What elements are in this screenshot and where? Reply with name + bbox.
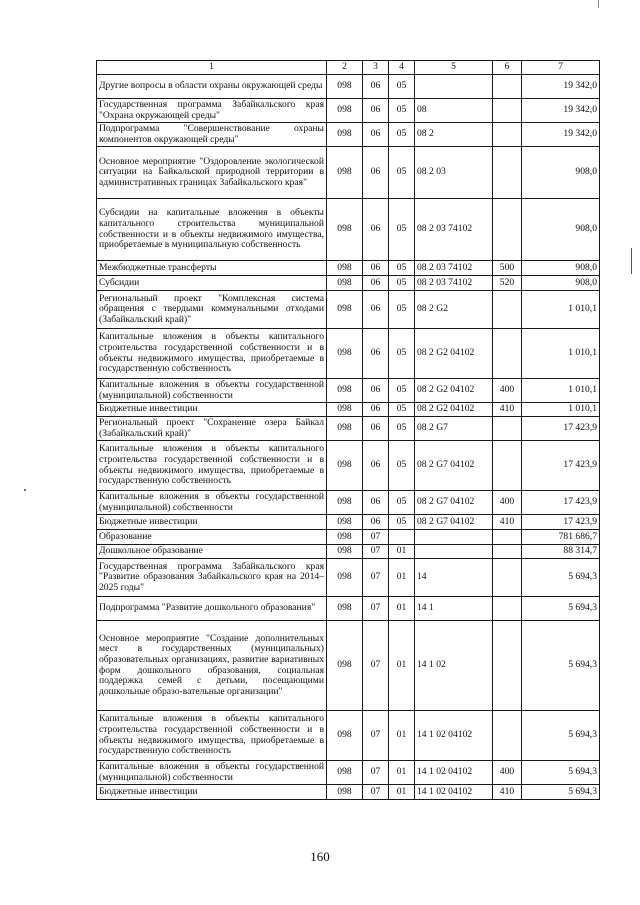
row-name-cell: Бюджетные инвестиции (97, 785, 327, 800)
row-name-cell: Подпрограмма "Совершенствование охраны компонентов окружающей среды" (97, 123, 327, 147)
row-subsection-cell: 01 (389, 711, 415, 761)
row-subsection-cell: 01 (389, 785, 415, 800)
row-amount-cell: 1 010,1 (522, 379, 600, 403)
row-amount-cell: 1 010,1 (522, 329, 600, 379)
row-code-cell: 098 (327, 711, 363, 761)
table-row (97, 441, 600, 491)
row-amount-cell: 1 010,1 (522, 403, 600, 417)
row-name-cell: Подпрограмма "Развитие дошкольного образования" (97, 597, 327, 621)
table-row (97, 785, 600, 800)
row-target-article-cell: 08 2 G7 04102 (415, 491, 493, 515)
row-amount-cell: 908,0 (522, 276, 600, 291)
row-code-cell: 098 (327, 291, 363, 329)
row-section-cell: 07 (363, 761, 389, 785)
row-amount-cell: 17 423,9 (522, 417, 600, 441)
row-code-cell: 098 (327, 99, 363, 123)
row-name-cell: Образование (97, 530, 327, 545)
row-target-article-cell (415, 75, 493, 99)
row-section-cell: 06 (363, 491, 389, 515)
table-row (97, 379, 600, 403)
table-row (97, 597, 600, 621)
row-target-article-cell (415, 545, 493, 559)
row-amount-cell: 5 694,3 (522, 597, 600, 621)
row-target-article-cell: 08 2 03 74102 (415, 261, 493, 276)
row-subsection-cell: 05 (389, 99, 415, 123)
table-header-row (97, 61, 600, 75)
row-code-cell: 098 (327, 261, 363, 276)
row-amount-cell: 17 423,9 (522, 515, 600, 530)
row-expense-type-cell: 410 (493, 515, 522, 530)
row-name-cell: Государственная программа Забайкальского края "Охрана окружающей среды" (97, 99, 327, 123)
scan-mark (598, 0, 599, 8)
row-code-cell: 098 (327, 276, 363, 291)
row-subsection-cell: 05 (389, 417, 415, 441)
row-amount-cell: 88 314,7 (522, 545, 600, 559)
header-cell-4: 4 (389, 61, 415, 75)
row-expense-type-cell: 500 (493, 261, 522, 276)
row-amount-cell: 19 342,0 (522, 99, 600, 123)
row-subsection-cell: 05 (389, 379, 415, 403)
row-section-cell: 07 (363, 530, 389, 545)
table-row (97, 530, 600, 545)
row-amount-cell: 17 423,9 (522, 441, 600, 491)
row-expense-type-cell (493, 123, 522, 147)
row-target-article-cell: 08 2 G7 04102 (415, 515, 493, 530)
row-target-article-cell: 08 2 (415, 123, 493, 147)
budget-table (96, 60, 600, 800)
row-subsection-cell: 01 (389, 545, 415, 559)
row-target-article-cell (415, 530, 493, 545)
table-row (97, 491, 600, 515)
row-section-cell: 06 (363, 403, 389, 417)
table-row (97, 559, 600, 597)
row-section-cell: 07 (363, 597, 389, 621)
row-target-article-cell: 08 2 G7 04102 (415, 441, 493, 491)
row-code-cell: 098 (327, 491, 363, 515)
row-name-cell: Бюджетные инвестиции (97, 403, 327, 417)
row-code-cell: 098 (327, 75, 363, 99)
row-code-cell: 098 (327, 329, 363, 379)
row-section-cell: 06 (363, 75, 389, 99)
row-expense-type-cell (493, 329, 522, 379)
table-row (97, 147, 600, 199)
row-name-cell: Региональный проект "Сохранение озера Байкал (Забайкальский край)" (97, 417, 327, 441)
row-amount-cell: 5 694,3 (522, 761, 600, 785)
row-target-article-cell: 14 1 02 (415, 621, 493, 711)
row-target-article-cell: 08 2 G2 (415, 291, 493, 329)
row-expense-type-cell (493, 147, 522, 199)
row-subsection-cell: 05 (389, 276, 415, 291)
row-code-cell: 098 (327, 785, 363, 800)
row-code-cell: 098 (327, 417, 363, 441)
row-section-cell: 06 (363, 291, 389, 329)
table-row (97, 761, 600, 785)
row-name-cell: Межбюджетные трансферты (97, 261, 327, 276)
row-amount-cell: 5 694,3 (522, 559, 600, 597)
row-subsection-cell: 05 (389, 491, 415, 515)
row-subsection-cell: 05 (389, 75, 415, 99)
row-amount-cell: 908,0 (522, 147, 600, 199)
row-name-cell: Капитальные вложения в объекты государственной (муниципальной) собственности (97, 379, 327, 403)
row-target-article-cell: 14 1 02 04102 (415, 711, 493, 761)
row-subsection-cell: 01 (389, 597, 415, 621)
row-section-cell: 06 (363, 515, 389, 530)
row-subsection-cell: 01 (389, 761, 415, 785)
row-section-cell: 06 (363, 99, 389, 123)
row-target-article-cell: 08 2 G2 04102 (415, 403, 493, 417)
table-row (97, 403, 600, 417)
row-code-cell: 098 (327, 199, 363, 261)
row-subsection-cell: 05 (389, 199, 415, 261)
page-number: 160 (310, 849, 330, 864)
row-section-cell: 07 (363, 621, 389, 711)
row-subsection-cell: 01 (389, 621, 415, 711)
row-expense-type-cell (493, 597, 522, 621)
row-expense-type-cell: 400 (493, 379, 522, 403)
scan-speck (24, 489, 26, 491)
row-subsection-cell: 05 (389, 123, 415, 147)
row-name-cell: Бюджетные инвестиции (97, 515, 327, 530)
row-expense-type-cell (493, 291, 522, 329)
scan-edge-mark (631, 248, 632, 274)
row-section-cell: 06 (363, 441, 389, 491)
row-code-cell: 098 (327, 403, 363, 417)
row-target-article-cell: 14 1 (415, 597, 493, 621)
row-code-cell: 098 (327, 530, 363, 545)
row-subsection-cell: 05 (389, 403, 415, 417)
row-section-cell: 06 (363, 147, 389, 199)
row-subsection-cell: 05 (389, 147, 415, 199)
row-section-cell: 06 (363, 329, 389, 379)
row-expense-type-cell (493, 711, 522, 761)
row-expense-type-cell (493, 621, 522, 711)
row-expense-type-cell (493, 199, 522, 261)
row-section-cell: 07 (363, 559, 389, 597)
row-subsection-cell: 05 (389, 329, 415, 379)
row-target-article-cell: 08 2 G2 04102 (415, 329, 493, 379)
row-subsection-cell: 05 (389, 261, 415, 276)
row-amount-cell: 5 694,3 (522, 785, 600, 800)
row-amount-cell: 908,0 (522, 261, 600, 276)
row-expense-type-cell: 410 (493, 785, 522, 800)
row-target-article-cell: 08 2 03 74102 (415, 199, 493, 261)
table-row (97, 417, 600, 441)
row-code-cell: 098 (327, 761, 363, 785)
row-target-article-cell: 08 2 G2 04102 (415, 379, 493, 403)
row-subsection-cell (389, 530, 415, 545)
row-name-cell: Капитальные вложения в объекты государственной (муниципальной) собственности (97, 491, 327, 515)
row-name-cell: Капитальные вложения в объекты капитального строительства государственной собственности и в объекты недвижимого имущества, приобретаемые в государственную собственность (97, 711, 327, 761)
header-cell-7: 7 (522, 61, 600, 75)
row-code-cell: 098 (327, 379, 363, 403)
row-expense-type-cell: 520 (493, 276, 522, 291)
row-section-cell: 07 (363, 545, 389, 559)
row-name-cell: Региональный проект "Комплексная система обращения с твердыми коммунальными отходами (Забайкальский край)" (97, 291, 327, 329)
row-section-cell: 06 (363, 199, 389, 261)
row-section-cell: 07 (363, 711, 389, 761)
row-expense-type-cell: 400 (493, 761, 522, 785)
row-expense-type-cell (493, 99, 522, 123)
row-section-cell: 06 (363, 261, 389, 276)
row-name-cell: Капитальные вложения в объекты капитального строительства государственной собственности и в объекты недвижимого имущества, приобретаемые в государственную собственность (97, 441, 327, 491)
row-name-cell: Субсидии на капитальные вложения в объекты капитального строительства муниципальной собственности и в объекты недвижимого имущества, приобретаемые в муниципальную собственность (97, 199, 327, 261)
row-code-cell: 098 (327, 597, 363, 621)
row-amount-cell: 908,0 (522, 199, 600, 261)
row-expense-type-cell (493, 530, 522, 545)
row-amount-cell: 1 010,1 (522, 291, 600, 329)
header-cell-2: 2 (327, 61, 363, 75)
row-name-cell: Дошкольное образование (97, 545, 327, 559)
row-code-cell: 098 (327, 545, 363, 559)
row-section-cell: 06 (363, 379, 389, 403)
row-subsection-cell: 05 (389, 291, 415, 329)
row-amount-cell: 19 342,0 (522, 123, 600, 147)
row-subsection-cell: 01 (389, 559, 415, 597)
row-target-article-cell: 14 1 02 04102 (415, 761, 493, 785)
row-code-cell: 098 (327, 123, 363, 147)
row-section-cell: 06 (363, 276, 389, 291)
row-target-article-cell: 08 2 03 74102 (415, 276, 493, 291)
row-amount-cell: 5 694,3 (522, 621, 600, 711)
table-row (97, 75, 600, 99)
row-section-cell: 06 (363, 123, 389, 147)
row-section-cell: 07 (363, 785, 389, 800)
header-cell-3: 3 (363, 61, 389, 75)
table-row (97, 99, 600, 123)
row-target-article-cell: 08 2 G7 (415, 417, 493, 441)
row-amount-cell: 781 686,7 (522, 530, 600, 545)
table-row (97, 291, 600, 329)
table-row (97, 123, 600, 147)
table-row (97, 199, 600, 261)
row-section-cell: 06 (363, 417, 389, 441)
table-row (97, 621, 600, 711)
row-target-article-cell: 14 (415, 559, 493, 597)
row-name-cell: Основное мероприятие "Создание дополнительных мест в государственных (муниципальных) образовательных организациях, развитие вариативных форм дошкольного образования, социальная поддержка семей с детьми, посещающими дошкольные образо-вательные организации" (97, 621, 327, 711)
row-code-cell: 098 (327, 515, 363, 530)
row-expense-type-cell: 410 (493, 403, 522, 417)
row-name-cell: Капитальные вложения в объекты государственной (муниципальной) собственности (97, 761, 327, 785)
row-target-article-cell: 08 (415, 99, 493, 123)
table-row (97, 261, 600, 276)
header-cell-5: 5 (415, 61, 493, 75)
row-target-article-cell: 08 2 03 (415, 147, 493, 199)
row-name-cell: Субсидии (97, 276, 327, 291)
row-name-cell: Государственная программа Забайкальского края "Развитие образования Забайкальского края на 2014–2025 годы" (97, 559, 327, 597)
row-amount-cell: 19 342,0 (522, 75, 600, 99)
row-code-cell: 098 (327, 147, 363, 199)
row-target-article-cell: 14 1 02 04102 (415, 785, 493, 800)
row-name-cell: Основное мероприятие "Оздоровление экологической ситуации на Байкальской природной территории в административных границах Забайкальского края" (97, 147, 327, 199)
row-amount-cell: 5 694,3 (522, 711, 600, 761)
row-subsection-cell: 05 (389, 441, 415, 491)
table-row (97, 545, 600, 559)
row-amount-cell: 17 423,9 (522, 491, 600, 515)
table-row (97, 515, 600, 530)
table-row (97, 711, 600, 761)
row-expense-type-cell (493, 559, 522, 597)
row-expense-type-cell (493, 545, 522, 559)
row-code-cell: 098 (327, 441, 363, 491)
row-expense-type-cell (493, 417, 522, 441)
row-name-cell: Другие вопросы в области охраны окружающей среды (97, 75, 327, 99)
row-name-cell: Капитальные вложения в объекты капитального строительства государственной собственности и в объекты недвижимого имущества, приобретаемые в государственную собственность (97, 329, 327, 379)
row-expense-type-cell: 400 (493, 491, 522, 515)
row-expense-type-cell (493, 441, 522, 491)
row-code-cell: 098 (327, 621, 363, 711)
row-code-cell: 098 (327, 559, 363, 597)
table-row (97, 329, 600, 379)
table-row (97, 276, 600, 291)
header-cell-1: 1 (97, 61, 327, 75)
header-cell-6: 6 (493, 61, 522, 75)
row-expense-type-cell (493, 75, 522, 99)
row-subsection-cell: 05 (389, 515, 415, 530)
